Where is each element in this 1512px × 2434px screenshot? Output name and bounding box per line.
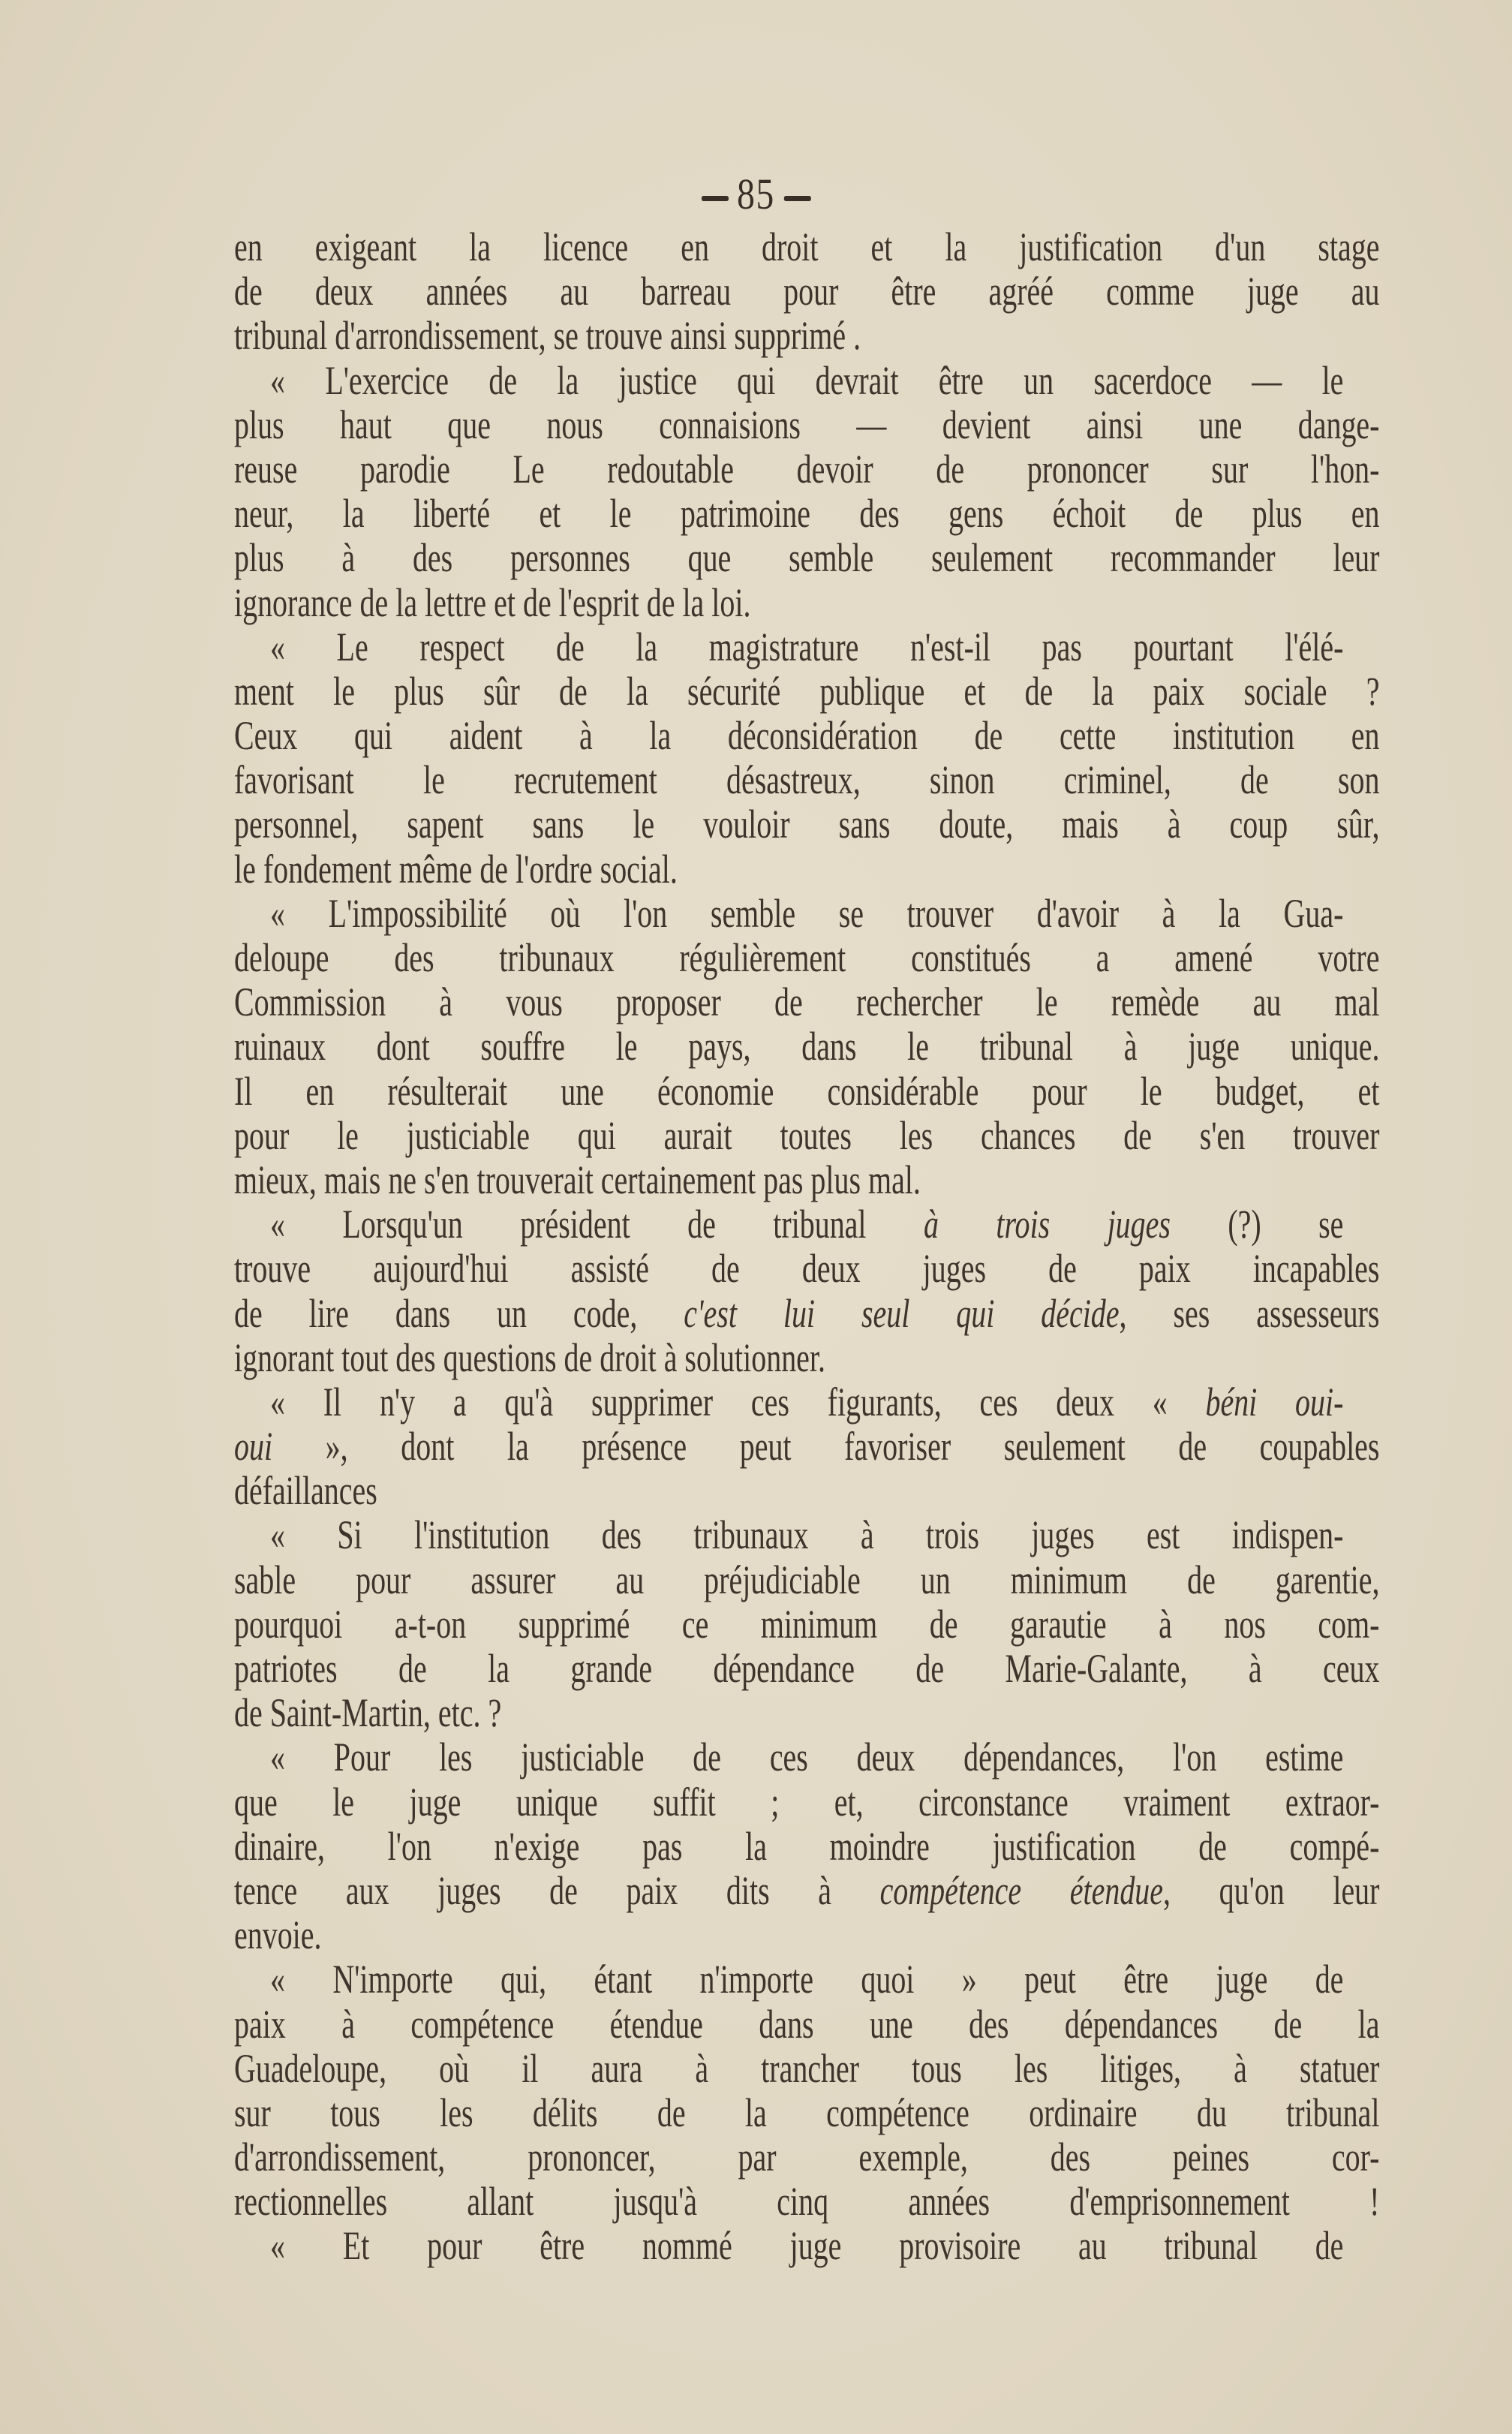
text-line <box>234 714 1381 758</box>
text-line-content: rectionnelles allant jusqu'à cinq années d'emprisonnement ! <box>234 2179 1380 2225</box>
text-line <box>234 1558 1381 1602</box>
text-line <box>234 1691 1381 1735</box>
text-line <box>234 1024 1381 1069</box>
text-line-content: Il en résulterait une économie considérable pour le budget, et <box>234 1068 1380 1114</box>
text-line <box>234 492 1381 536</box>
text-line-content: « N'importe qui, étant n'importe quoi » peut être juge de <box>270 1957 1344 2002</box>
text-line <box>234 2180 1381 2224</box>
text-line-content: tence aux juges de paix dits à compétence étendue, qu'on leur <box>234 1867 1380 1913</box>
text-line <box>234 1869 1381 1913</box>
text-line-content: « Le respect de la magistrature n'est-il pas pourtant l'élé- <box>270 624 1344 669</box>
text-line-content: « Il n'y a qu'à supprimer ces figurants, ces deux « béni oui- <box>270 1379 1344 1425</box>
text-line-content: le fondement même de l'ordre social. <box>234 846 678 892</box>
text-line <box>234 1247 1381 1291</box>
page-number <box>136 169 1375 219</box>
text-line-content: Guadeloupe, où il aura à trancher tous les litiges, à statuer <box>234 2045 1380 2091</box>
text-line <box>234 536 1381 580</box>
paragraph-first-line <box>234 2224 1381 2268</box>
text-line-content: de Saint-Martin, etc. ? <box>234 1690 502 1736</box>
text-line-content: de deux années au barreau pour être agréé comme juge au <box>234 269 1380 314</box>
text-line-content: sur tous les délits de la compétence ordinaire du tribunal <box>234 2090 1380 2135</box>
text-line <box>234 403 1381 447</box>
emphasis: à trois juges <box>923 1202 1171 1247</box>
text-line-content: pourquoi a-t-on supprimé ce minimum de garautie à nos com- <box>234 1601 1380 1647</box>
text-line-content: reuse parodie Le redoutable devoir de prononcer sur l'hon- <box>234 446 1380 492</box>
text-line <box>234 1647 1381 1691</box>
text-line <box>234 1114 1381 1158</box>
text-line <box>234 1336 1381 1380</box>
text-line-content: trouve aujourd'hui assisté de deux juges de paix incapables <box>234 1246 1380 1292</box>
text-line-content: ment le plus sûr de la sécurité publique et de la paix sociale ? <box>234 668 1380 714</box>
paragraph-first-line <box>234 1380 1381 1425</box>
ornament-left-icon <box>702 196 729 201</box>
text-line <box>234 581 1381 625</box>
paragraph-first-line <box>234 625 1381 669</box>
text-line <box>234 1825 1381 1869</box>
text-line-content: défaillances <box>234 1468 377 1514</box>
text-line <box>234 847 1381 892</box>
text-line-content: plus haut que nous connaisions — devient ainsi une dange- <box>234 402 1380 447</box>
text-line <box>234 936 1381 980</box>
text-line-content: de lire dans un code, c'est lui seul qui décide, ses assesseurs <box>234 1290 1380 1336</box>
emphasis: oui <box>234 1424 273 1470</box>
emphasis: béni oui- <box>1205 1379 1344 1425</box>
text-line-content: « Lorsqu'un président de tribunal à trois juges (?) se <box>270 1202 1344 1247</box>
text-line <box>234 758 1381 802</box>
text-line-content: oui », dont la présence peut favoriser seulement de coupables <box>234 1424 1380 1470</box>
text-line-content: d'arrondissement, prononcer, par exemple, des peines cor- <box>234 2135 1380 2180</box>
text-line-content: que le juge unique suffit ; et, circonstance vraiment extraor- <box>234 1779 1380 1825</box>
paragraph-first-line <box>234 1957 1381 2002</box>
text-line <box>234 1292 1381 1336</box>
page-number-text: 85 <box>737 170 775 218</box>
text-line <box>234 269 1381 314</box>
text-line-content: « Pour les justiciable de ces deux dépendances, l'on estime <box>270 1734 1344 1780</box>
text-line-content: patriotes de la grande dépendance de Marie-Galante, à ceux <box>234 1646 1380 1691</box>
text-line <box>234 314 1381 358</box>
text-line-content: neur, la liberté et le patrimoine des gens échoit de plus en <box>234 491 1380 537</box>
text-line-content: Commission à vous proposer de rechercher le remède au mal <box>234 979 1380 1025</box>
text-line <box>234 1158 1381 1202</box>
text-line-content: « L'impossibilité où l'on semble se trouver d'avoir à la Gua- <box>270 890 1344 936</box>
text-line-content: mieux, mais ne s'en trouverait certainement pas plus mal. <box>234 1157 921 1202</box>
paragraph-first-line <box>234 1735 1381 1780</box>
emphasis: c'est lui seul qui décide <box>684 1290 1120 1336</box>
text-line <box>234 2002 1381 2047</box>
paragraph-first-line <box>234 1513 1381 1557</box>
text-line-content: dinaire, l'on n'exige pas la moindre justification de compé- <box>234 1823 1380 1869</box>
text-line-content: tribunal d'arrondissement, se trouve ainsi supprimé . <box>234 313 861 359</box>
text-line-content: « Si l'institution des tribunaux à trois juges est indispen- <box>270 1512 1344 1558</box>
text-line <box>234 802 1381 847</box>
text-line <box>234 2047 1381 2091</box>
text-line <box>234 980 1381 1024</box>
text-line-content: deloupe des tribunaux régulièrement constitués a amené votre <box>234 935 1380 980</box>
text-line <box>234 225 1381 269</box>
text-line-content: « Et pour être nommé juge provisoire au tribunal de <box>270 2223 1344 2269</box>
text-line <box>234 1070 1381 1114</box>
paragraph-first-line <box>234 892 1381 936</box>
text-line <box>234 1602 1381 1647</box>
emphasis: compétence étendue <box>879 1867 1164 1913</box>
text-line-content: ignorant tout des questions de droit à solutionner. <box>234 1334 826 1380</box>
text-line-content: personnel, sapent sans le vouloir sans doute, mais à coup sûr, <box>234 802 1380 847</box>
text-line-content: envoie. <box>234 1912 322 1958</box>
text-line-content: favorisant le recrutement désastreux, sinon criminel, de son <box>234 757 1380 803</box>
text-line-content: plus à des personnes que semble seulement recommander leur <box>234 535 1380 581</box>
text-line <box>234 1913 1381 1957</box>
body-text <box>234 225 1381 2269</box>
text-line-content: en exigeant la licence en droit et la justification d'un stage <box>234 224 1380 269</box>
text-line <box>234 447 1381 492</box>
text-line-content: ruinaux dont souffre le pays, dans le tribunal à juge unique. <box>234 1024 1380 1070</box>
text-line-content: pour le justiciable qui aurait toutes les chances de s'en trouver <box>234 1112 1380 1158</box>
text-line-content: « L'exercice de la justice qui devrait être un sacerdoce — le <box>270 357 1344 403</box>
text-line <box>234 1425 1381 1469</box>
text-line-content: Ceux qui aident à la déconsidération de cette institution en <box>234 713 1380 759</box>
paragraph-first-line <box>234 1202 1381 1247</box>
text-line <box>234 1780 1381 1825</box>
text-line-content: paix à compétence étendue dans une des dépendances de la <box>234 2001 1380 2047</box>
text-line <box>234 2135 1381 2180</box>
text-line <box>234 669 1381 714</box>
text-line-content: sable pour assurer au préjudiciable un minimum de garentie, <box>234 1557 1380 1602</box>
text-line <box>234 2091 1381 2135</box>
text-line <box>234 1469 1381 1513</box>
text-line-content: ignorance de la lettre et de l'esprit de la loi. <box>234 579 751 625</box>
ornament-right-icon <box>783 196 810 201</box>
paragraph-first-line <box>234 359 1381 403</box>
